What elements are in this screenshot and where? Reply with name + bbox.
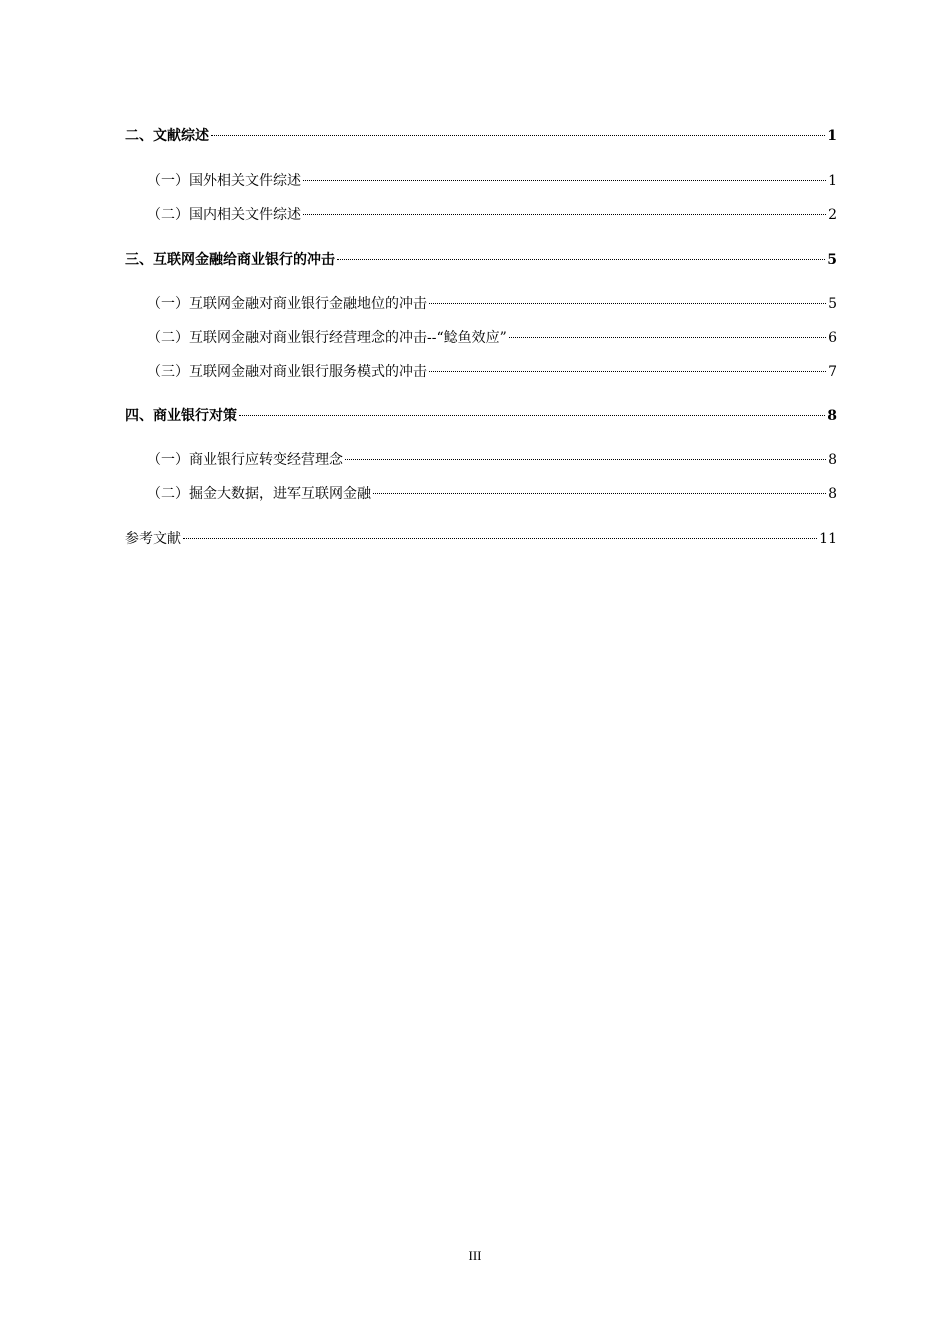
page-number: III <box>468 1248 482 1263</box>
dot-leader <box>337 259 825 260</box>
toc-entry-title: （一）商业银行应转变经营理念 <box>147 452 343 468</box>
toc-entry-3-3[interactable] <box>147 362 837 382</box>
toc-entry-section-3[interactable] <box>125 250 837 270</box>
toc-entry-title: 四、商业银行对策 <box>125 408 237 424</box>
toc-entry-title: （一）国外相关文件综述 <box>147 173 301 189</box>
toc-entry-page: 1 <box>827 128 837 144</box>
toc-entry-page: 8 <box>828 452 837 468</box>
toc-entry-page: 8 <box>827 408 837 424</box>
toc-entry-3-1[interactable] <box>147 294 837 314</box>
dot-leader <box>509 337 826 338</box>
toc-entry-page: 7 <box>828 364 837 380</box>
dot-leader <box>429 303 826 304</box>
dot-leader <box>429 371 826 372</box>
toc-entry-page: 6 <box>828 330 837 346</box>
toc-entry-title: （二）掘金大数据，进军互联网金融 <box>147 486 371 502</box>
toc-entry-references[interactable] <box>125 529 837 549</box>
toc-entry-title: （二）国内相关文件综述 <box>147 207 301 223</box>
toc-entry-page: 5 <box>827 252 837 268</box>
toc-entry-title: 二、文献综述 <box>125 128 209 144</box>
toc-entry-3-2[interactable] <box>147 328 837 348</box>
toc-entry-page: 1 <box>828 173 837 189</box>
dot-leader <box>183 538 817 539</box>
toc-entry-page: 8 <box>828 486 837 502</box>
toc-entry-4-2[interactable] <box>147 484 837 504</box>
dot-leader <box>345 459 826 460</box>
toc-entry-section-4[interactable] <box>125 406 837 426</box>
toc-entry-page: 11 <box>819 531 837 547</box>
dot-leader <box>373 493 826 494</box>
toc-entry-title: （二）互联网金融对商业银行经营理念的冲击--“鲶鱼效应” <box>147 330 507 346</box>
dot-leader <box>303 214 826 215</box>
toc-entry-title: 参考文献 <box>125 531 181 547</box>
toc-entry-title: 三、互联网金融给商业银行的冲击 <box>125 252 335 268</box>
toc-entry-title: （一）互联网金融对商业银行金融地位的冲击 <box>147 296 427 312</box>
toc-entry-page: 2 <box>828 207 837 223</box>
toc-entry-title: （三）互联网金融对商业银行服务模式的冲击 <box>147 364 427 380</box>
toc-entry-2-2[interactable] <box>147 205 837 225</box>
toc-entry-page: 5 <box>828 296 837 312</box>
dot-leader <box>211 135 825 136</box>
toc-entry-section-2[interactable] <box>125 126 837 146</box>
dot-leader <box>303 180 826 181</box>
toc-entry-2-1[interactable] <box>147 171 837 191</box>
toc-entry-4-1[interactable] <box>147 450 837 470</box>
dot-leader <box>239 415 825 416</box>
